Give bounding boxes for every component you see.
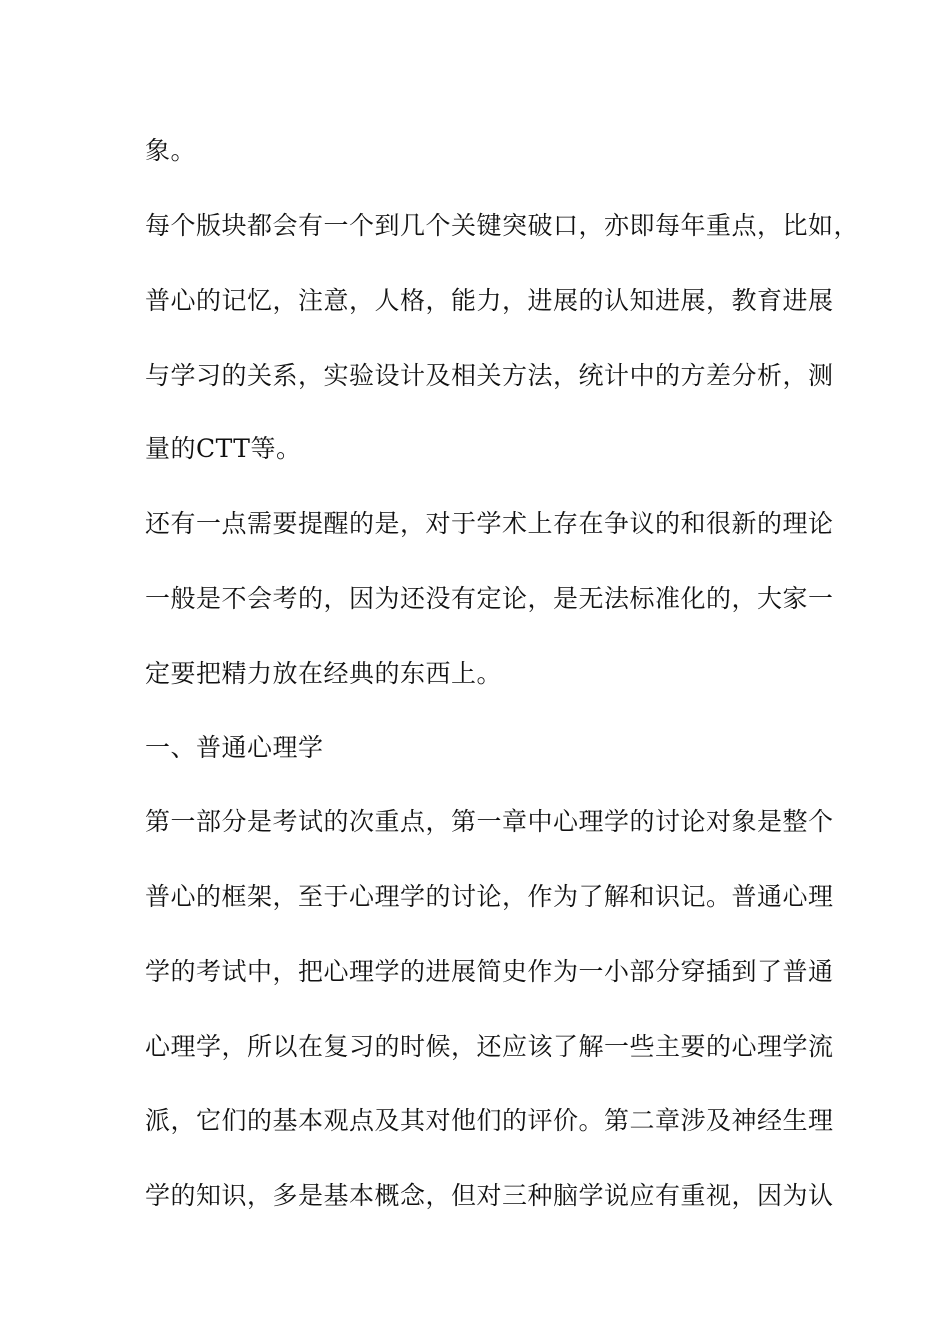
text-line-10: 第一部分是考试的次重点，第一章中心理学的讨论对象是整个 <box>145 807 834 836</box>
text-line-11: 普心的框架，至于心理学的讨论，作为了解和识记。普通心理 <box>145 882 834 911</box>
text-line-7: 一般是不会考的，因为还没有定论，是无法标准化的，大家一 <box>145 584 834 613</box>
text-line-12: 学的考试中，把心理学的进展简史作为一小部分穿插到了普通 <box>145 957 834 986</box>
text-line-5: 量的CTT等。 <box>145 434 302 463</box>
text-line-3: 普心的记忆，注意，人格，能力，进展的认知进展，教育进展 <box>145 286 834 315</box>
text-line-15: 学的知识，多是基本概念，但对三种脑学说应有重视，因为认 <box>145 1181 834 1210</box>
text-line-8: 定要把精力放在经典的东西上。 <box>145 659 503 688</box>
text-line-6: 还有一点需要提醒的是，对于学术上存在争议的和很新的理论 <box>145 509 834 538</box>
text-line-14: 派，它们的基本观点及其对他们的评价。第二章涉及神经生理 <box>145 1106 834 1135</box>
text-line-1: 象。 <box>145 136 197 165</box>
text-line-2: 每个版块都会有一个到几个关键突破口，亦即每年重点，比如， <box>145 211 860 240</box>
section-heading: 一、普通心理学 <box>145 733 324 762</box>
text-line-13: 心理学，所以在复习的时候，还应该了解一些主要的心理学流 <box>145 1032 834 1061</box>
text-line-4: 与学习的关系，实验设计及相关方法，统计中的方差分析，测 <box>145 361 834 390</box>
